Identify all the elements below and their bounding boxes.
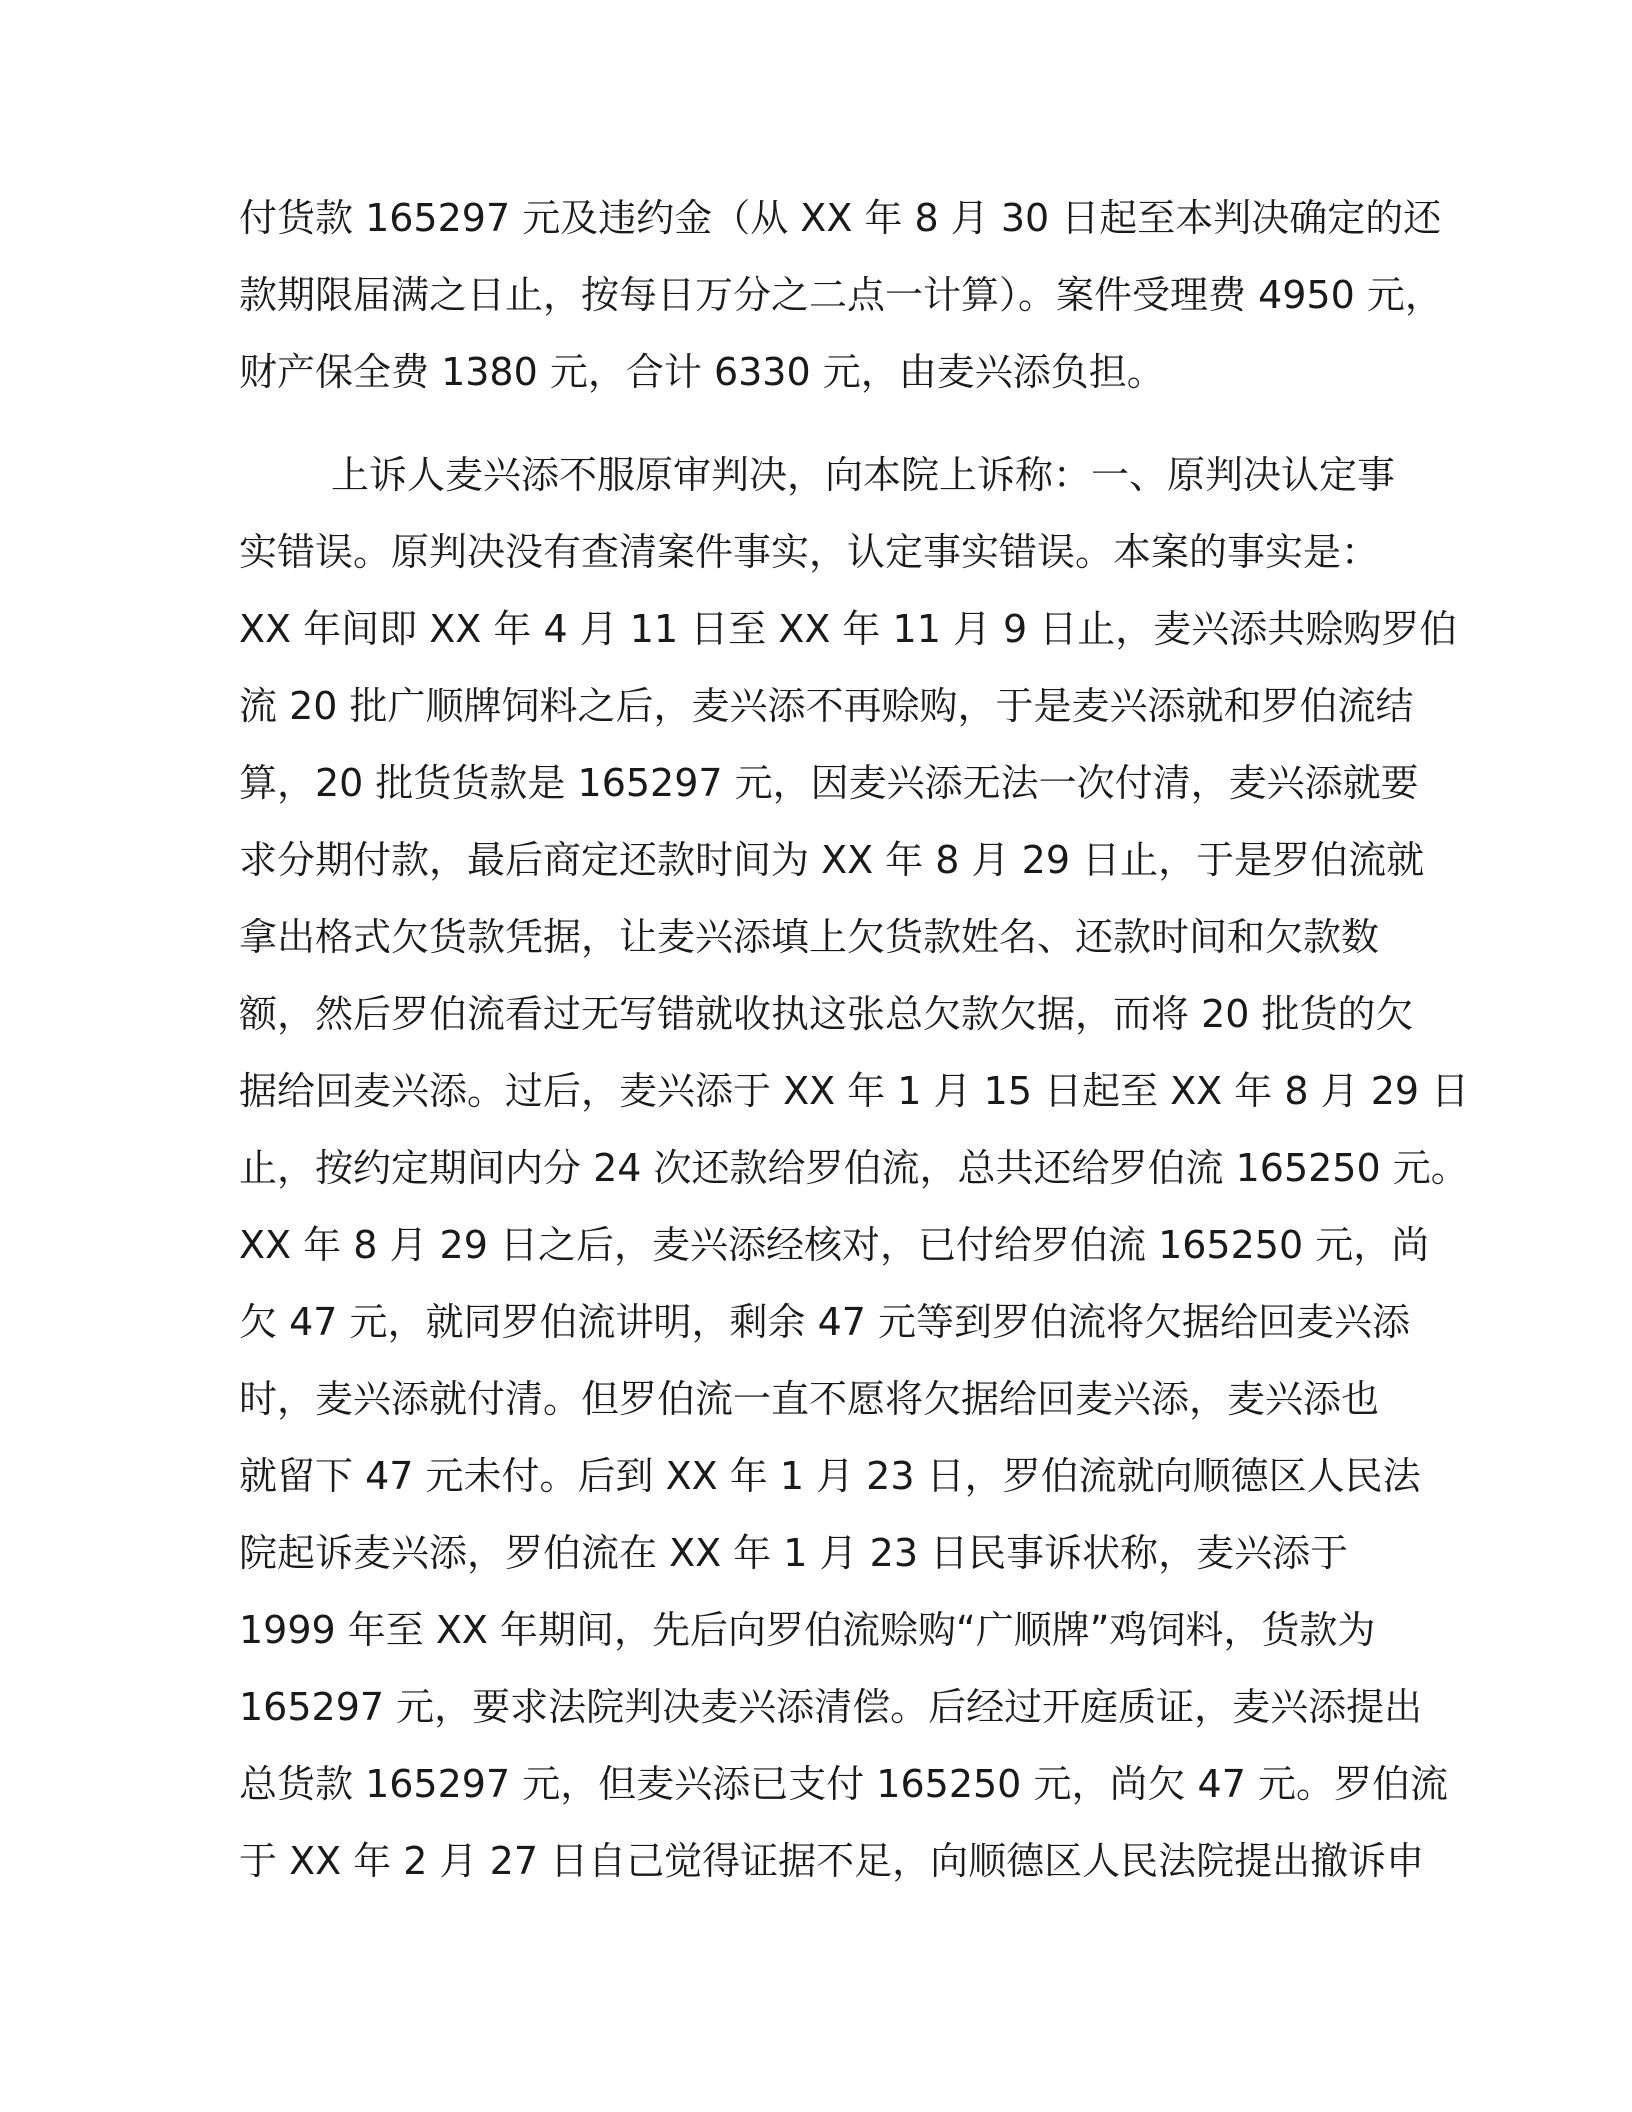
text-line: 额，然后罗伯流看过无写错就收执这张总欠款欠据，而将 20 批货的欠: [239, 992, 1414, 1036]
text-line: 实错误。原判决没有查清案件事实，认定事实错误。本案的事实是：: [239, 530, 1380, 574]
text-line: 拿出格式欠货款凭据，让麦兴添填上欠货款姓名、还款时间和欠款数: [239, 915, 1380, 959]
text-line: XX 年间即 XX 年 4 月 11 日至 XX 年 11 月 9 日止，麦兴添共赊购罗伯: [239, 607, 1458, 651]
text-line: 算，20 批货货款是 165297 元，因麦兴添无法一次付清，麦兴添就要: [239, 761, 1419, 805]
text-line: 院起诉麦兴添，罗伯流在 XX 年 1 月 23 日民事诉状称，麦兴添于: [239, 1531, 1349, 1575]
text-line: 上诉人麦兴添不服原审判决，向本院上诉称：一、原判决认定事: [331, 453, 1396, 497]
text-line: 财产保全费 1380 元，合计 6330 元，由麦兴添负担。: [239, 350, 1165, 394]
text-line: 欠 47 元，就同罗伯流讲明，剩余 47 元等到罗伯流将欠据给回麦兴添: [239, 1300, 1411, 1344]
text-line: 据给回麦兴添。过后，麦兴添于 XX 年 1 月 15 日起至 XX 年 8 月 29 日: [239, 1069, 1470, 1113]
text-line: 总货款 165297 元，但麦兴添已支付 165250 元，尚欠 47 元。罗伯流: [239, 1762, 1448, 1806]
paragraph-2: [239, 447, 1470, 1910]
text-line: 流 20 批广顺牌饲料之后，麦兴添不再赊购，于是麦兴添就和罗伯流结: [239, 684, 1414, 728]
text-line: 就留下 47 元未付。后到 XX 年 1 月 23 日，罗伯流就向顺德区人民法: [239, 1454, 1421, 1498]
text-line: XX 年 8 月 29 日之后，麦兴添经核对，已付给罗伯流 165250 元，尚: [239, 1223, 1430, 1267]
text-line: 止，按约定期间内分 24 次还款给罗伯流，总共还给罗伯流 165250 元。: [239, 1146, 1469, 1190]
text-line: 1999 年至 XX 年期间，先后向罗伯流赊购“广顺牌”鸡饲料，货款为: [239, 1608, 1376, 1652]
paragraph-spacer: [239, 421, 1401, 447]
text-line: 求分期付款，最后商定还款时间为 XX 年 8 月 29 日止，于是罗伯流就: [239, 838, 1425, 882]
text-line: 时，麦兴添就付清。但罗伯流一直不愿将欠据给回麦兴添，麦兴添也: [239, 1377, 1380, 1421]
text-line: 于 XX 年 2 月 27 日自己觉得证据不足，向顺德区人民法院提出撤诉申: [239, 1839, 1425, 1883]
body-text: [239, 190, 1470, 1910]
paragraph-1: [239, 190, 1443, 421]
text-line: 165297 元，要求法院判决麦兴添清偿。后经过开庭质证，麦兴添提出: [239, 1685, 1423, 1729]
text-line: 付货款 165297 元及违约金（从 XX 年 8 月 30 日起至本判决确定的还: [239, 196, 1442, 240]
text-line: 款期限届满之日止，按每日万分之二点一计算）。案件受理费 4950 元，: [239, 273, 1443, 317]
